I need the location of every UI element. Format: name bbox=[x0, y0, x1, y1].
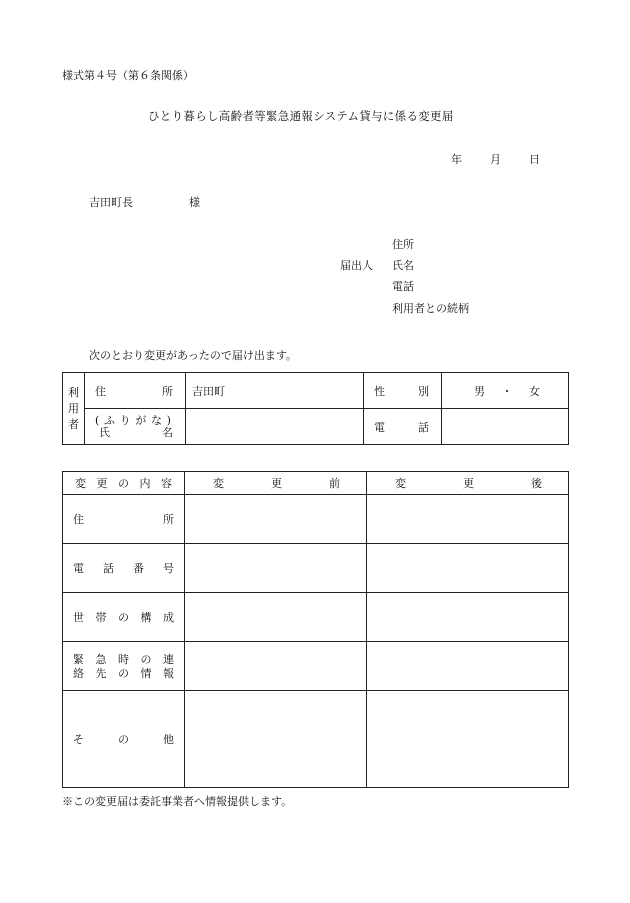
address-after-cell[interactable] bbox=[367, 495, 569, 544]
row-label-emergency-contact: 緊 急 時 の 連 絡 先 の 情 報 bbox=[63, 642, 185, 691]
sex-option-female: 女 bbox=[529, 384, 540, 398]
table-row bbox=[63, 544, 569, 593]
table-row bbox=[63, 593, 569, 642]
table-row bbox=[63, 691, 569, 788]
user-address-value[interactable]: 吉田町 bbox=[186, 373, 364, 409]
row-label-phone: 電 話 番 号 bbox=[63, 544, 185, 593]
change-table bbox=[62, 471, 569, 788]
form-number: 様式第４号（第６条関係） bbox=[62, 69, 194, 82]
row-label-household: 世 帯 の 構 成 bbox=[63, 593, 185, 642]
household-after-cell[interactable] bbox=[367, 593, 569, 642]
table-row bbox=[63, 495, 569, 544]
phone-before-cell[interactable] bbox=[185, 544, 367, 593]
user-sex-label: 性 別 bbox=[364, 373, 442, 409]
applicant-name-label: 氏名 bbox=[392, 259, 414, 272]
address-before-cell[interactable] bbox=[185, 495, 367, 544]
household-before-cell[interactable] bbox=[185, 593, 367, 642]
intro-text: 次のとおり変更があったので届け出ます。 bbox=[89, 349, 298, 362]
header-change-content: 変 更 の 内 容 bbox=[63, 472, 185, 495]
user-side-label: 利 用 者 bbox=[63, 373, 85, 445]
addressee-name: 吉田町長 bbox=[89, 196, 133, 209]
user-name-value[interactable] bbox=[186, 409, 364, 445]
emergency-after-cell[interactable] bbox=[367, 642, 569, 691]
sex-option-male: 男 bbox=[474, 384, 485, 398]
date-day: 日 bbox=[529, 153, 540, 166]
user-info-table bbox=[62, 372, 569, 445]
table-row bbox=[63, 642, 569, 691]
applicant-address-label: 住所 bbox=[392, 238, 414, 251]
user-name-label: ( ふ り が な ) 氏 名 bbox=[85, 409, 186, 445]
user-sex-options[interactable]: 男 ・ 女 bbox=[442, 373, 569, 409]
emergency-before-cell[interactable] bbox=[185, 642, 367, 691]
user-address-label: 住 所 bbox=[85, 373, 186, 409]
form-title: ひとり暮らし高齢者等緊急通報システム貸与に係る変更届 bbox=[148, 109, 454, 123]
phone-after-cell[interactable] bbox=[367, 544, 569, 593]
applicant-relation-label: 利用者との続柄 bbox=[392, 302, 469, 315]
footnote: ※この変更届は委託事業者へ情報提供します。 bbox=[62, 795, 293, 808]
user-phone-value[interactable] bbox=[442, 409, 569, 445]
other-before-cell[interactable] bbox=[185, 691, 367, 788]
date-year: 年 bbox=[451, 153, 462, 166]
date-month: 月 bbox=[490, 153, 501, 166]
row-label-other: そ の 他 bbox=[63, 691, 185, 788]
addressee-honorific: 様 bbox=[189, 196, 200, 209]
row-label-address: 住 所 bbox=[63, 495, 185, 544]
applicant-phone-label: 電話 bbox=[392, 280, 414, 293]
user-phone-label: 電 話 bbox=[364, 409, 442, 445]
header-before: 変 更 前 bbox=[185, 472, 367, 495]
header-after: 変 更 後 bbox=[367, 472, 569, 495]
other-after-cell[interactable] bbox=[367, 691, 569, 788]
applicant-role-label: 届出人 bbox=[340, 259, 373, 272]
